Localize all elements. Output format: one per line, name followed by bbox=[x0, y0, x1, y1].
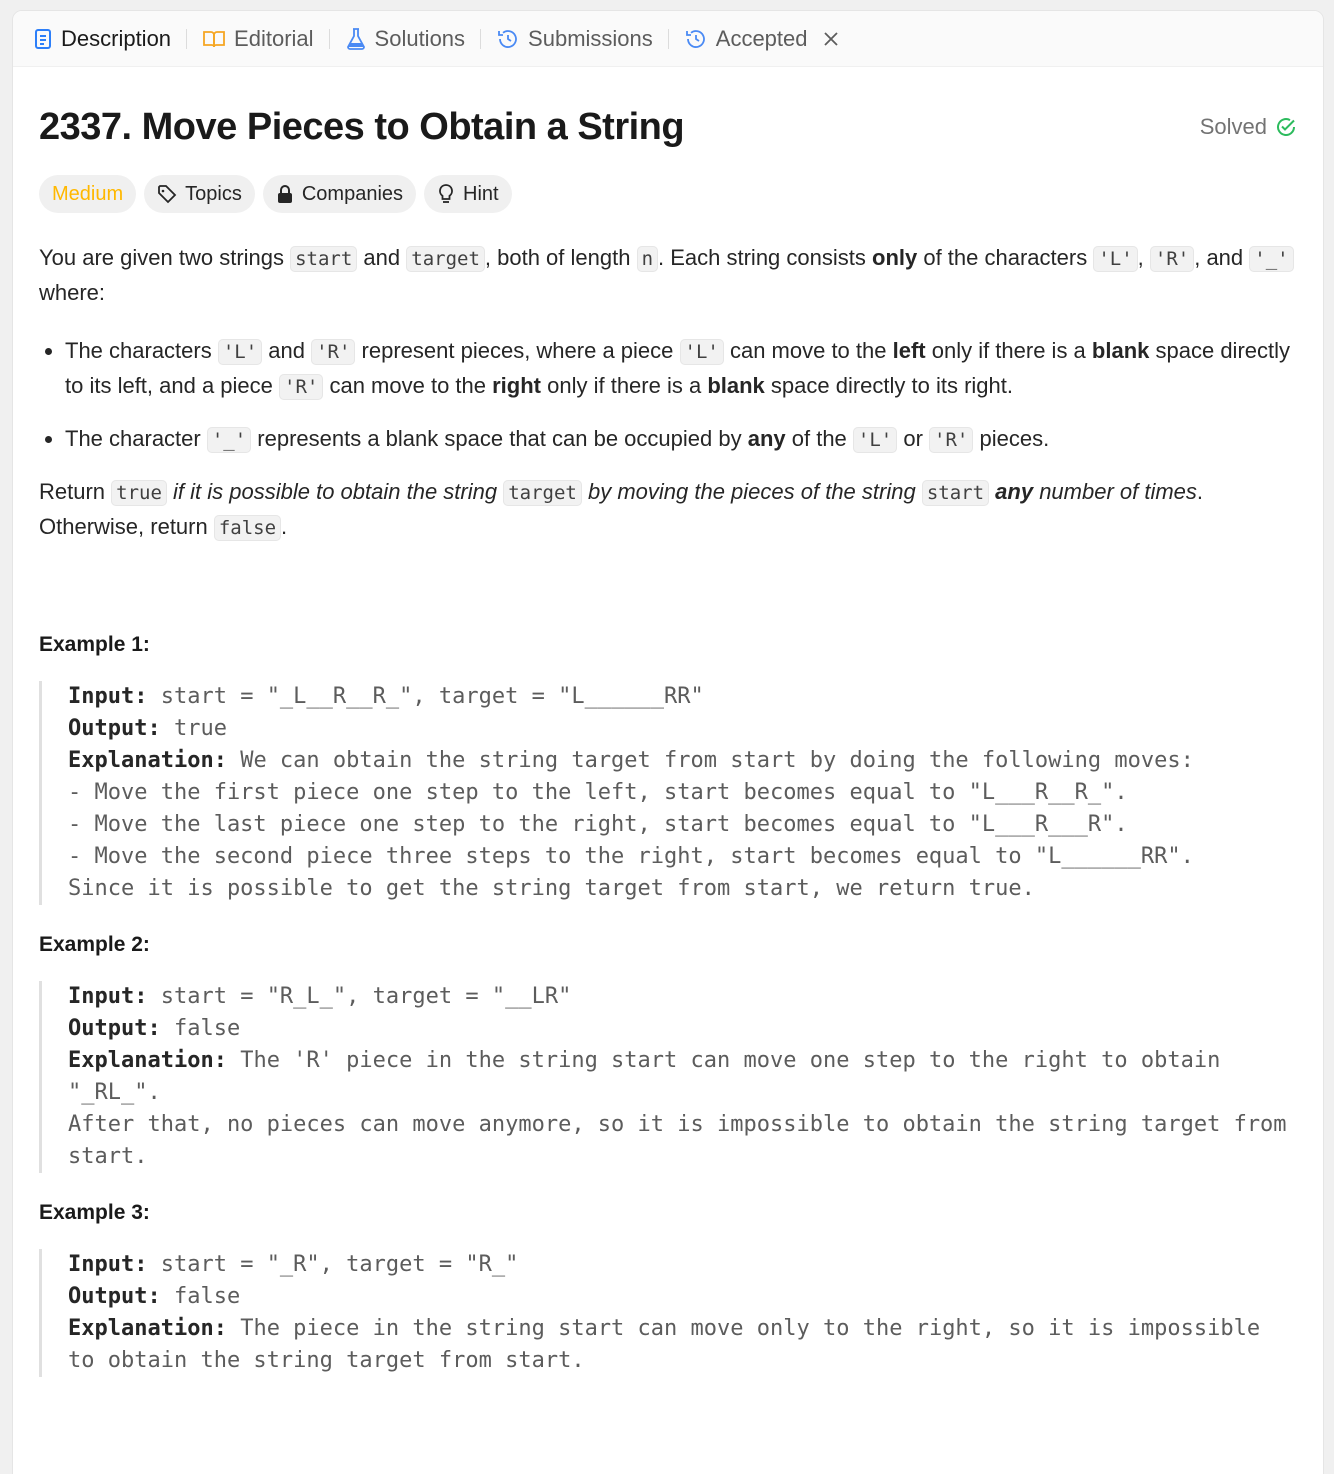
difficulty-badge: Medium bbox=[39, 175, 136, 213]
example-2 bbox=[39, 933, 1297, 1173]
tag-icon bbox=[157, 184, 177, 204]
tab-label: Accepted bbox=[715, 25, 808, 51]
rules-list bbox=[39, 334, 1297, 457]
tab-divider bbox=[329, 29, 330, 49]
companies-label: Companies bbox=[301, 182, 404, 205]
tab-submissions[interactable] bbox=[496, 11, 653, 67]
tab-divider bbox=[668, 29, 669, 49]
topics-label: Topics bbox=[185, 182, 242, 205]
check-circle-icon bbox=[1275, 116, 1297, 138]
history-icon bbox=[496, 27, 520, 51]
list-item: • The character '_' represents a blank space that can be occupied by any of the 'L' or 'R' pieces. bbox=[65, 422, 1297, 457]
example-heading: Example 2: bbox=[39, 933, 150, 956]
hint-label: Hint bbox=[463, 182, 499, 205]
tab-bar bbox=[13, 11, 1323, 67]
lock-icon bbox=[276, 184, 294, 204]
tab-label: Solutions bbox=[374, 25, 466, 51]
hint-button[interactable] bbox=[424, 175, 512, 213]
problem-panel bbox=[12, 10, 1324, 1474]
tab-solutions[interactable] bbox=[345, 11, 466, 67]
problem-title[interactable]: 2337. Move Pieces to Obtain a String bbox=[39, 105, 685, 148]
example-3 bbox=[39, 1201, 1297, 1377]
description-paragraph: You are given two strings start and target , both of length n . Each string consists only of the characters 'L' , 'R' , and '_' where: bbox=[39, 241, 1297, 310]
tab-label: Description bbox=[61, 25, 172, 51]
solved-label: Solved bbox=[1199, 114, 1267, 139]
example-block: Input: start = "_L__R__R_", target = "L______RR" Output: true Explanation: We can obtain the string target from start by doing the following moves: - Move the first piece one step to the left, start becomes equal to "L___R__R_". - Move the last piece one step to the right, start becomes equal to "L___R___R". - Move the second piece three steps to the right, start becomes equal to "L______RR". Since it is possible to get the string target from start, we return true. bbox=[39, 681, 1297, 905]
tab-editorial[interactable] bbox=[202, 11, 313, 67]
close-tab-button[interactable] bbox=[822, 30, 848, 48]
companies-button[interactable] bbox=[263, 175, 416, 213]
tab-label: Submissions bbox=[528, 25, 653, 51]
lightbulb-icon bbox=[437, 183, 455, 205]
example-heading: Example 3: bbox=[39, 1201, 150, 1224]
list-item: • The characters 'L' and 'R' represent pieces, where a piece 'L' can move to the left only if there is a blank space directly to its left, and a piece 'R' can move to the right only if there is a blank space directly to its right. bbox=[65, 334, 1297, 404]
history-icon bbox=[684, 27, 708, 51]
solved-status bbox=[1200, 114, 1297, 140]
spacer bbox=[39, 545, 1297, 605]
tab-accepted[interactable] bbox=[684, 11, 848, 67]
tab-divider bbox=[186, 29, 187, 49]
example-block: Input: start = "_R", target = "R_" Output: false Explanation: The piece in the string start can move only to the right, so it is impossible to obtain the string target from start. bbox=[39, 1249, 1297, 1377]
book-icon bbox=[202, 29, 226, 49]
flask-icon bbox=[345, 27, 367, 51]
description-icon bbox=[33, 28, 53, 50]
return-paragraph: Return true if it is possible to obtain the string target by moving the pieces of the string start any number of times. Otherwise, return false . bbox=[39, 479, 1204, 539]
tab-divider bbox=[480, 29, 481, 49]
example-block: Input: start = "R_L_", target = "__LR" Output: false Explanation: The 'R' piece in the string start can move one step to the right to obtain "_RL_". After that, no pieces can move anymore, so it is impossible to obtain the string target from start. bbox=[39, 981, 1297, 1173]
title-row bbox=[39, 103, 1297, 151]
problem-content bbox=[13, 103, 1323, 1377]
example-1 bbox=[39, 633, 1297, 905]
tag-row bbox=[39, 175, 1297, 213]
close-icon bbox=[822, 30, 840, 48]
tab-description[interactable] bbox=[33, 11, 171, 67]
topics-button[interactable] bbox=[144, 175, 255, 213]
example-heading: Example 1: bbox=[39, 633, 150, 656]
tab-label: Editorial bbox=[234, 25, 314, 51]
